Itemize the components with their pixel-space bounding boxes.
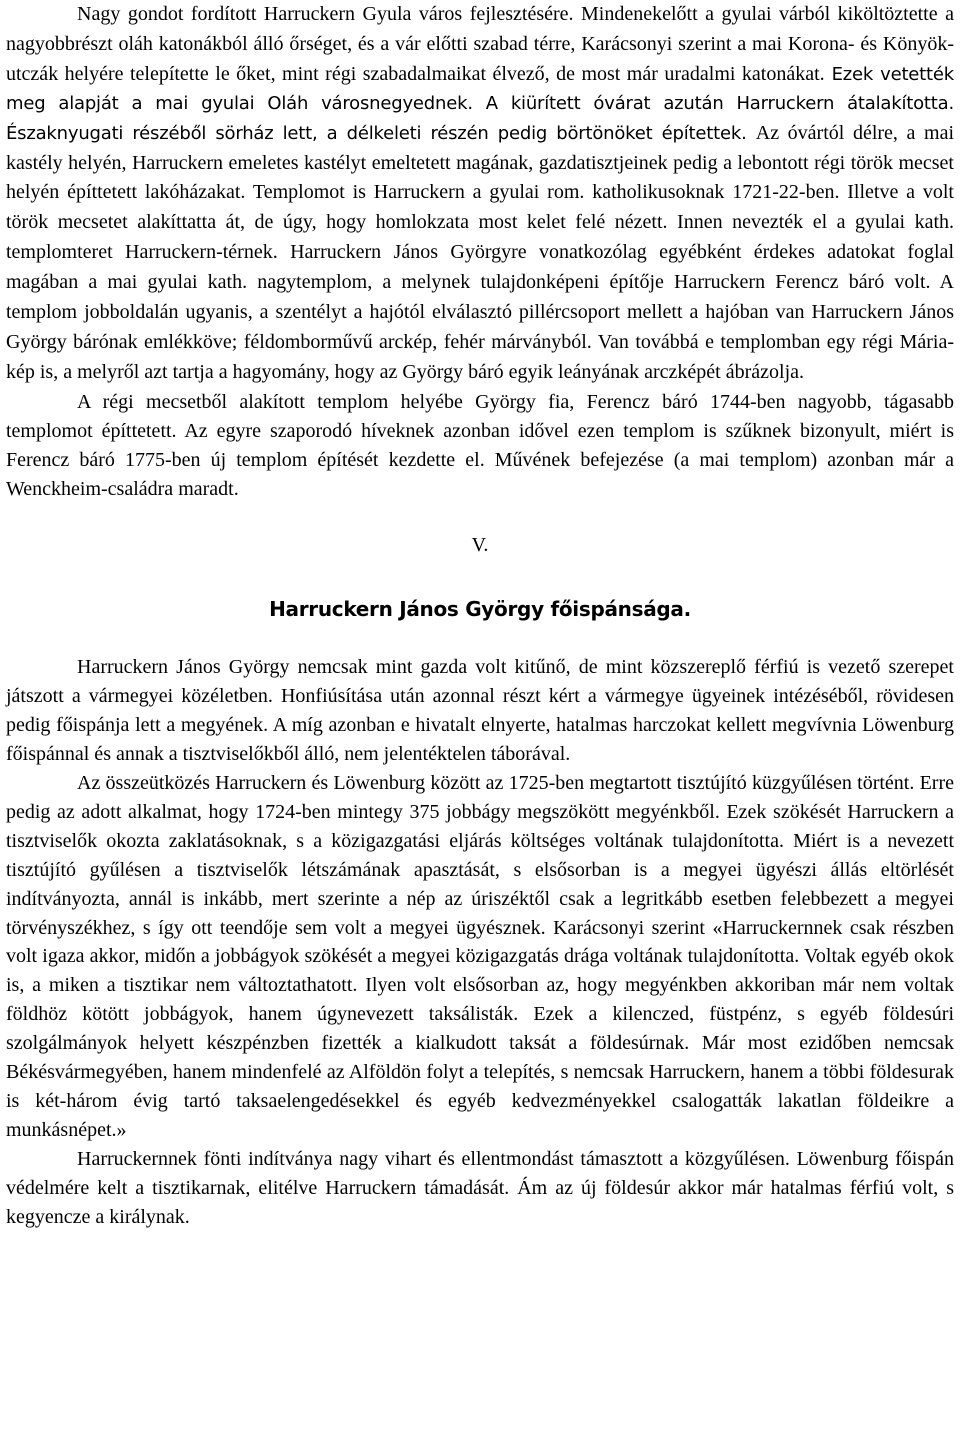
paragraph-rest-text: Az óvártól délre, a mai kastély helyén, Harruckern emeletes kastélyt emeltetett magának, gazdatisztjeinek pedig a lebontott régi török mecset helyén építtetett lakóházakat. Templomot is Harruckern a gyulai rom. katholikusoknak 1721-22-ben. Illetve a volt török mecsetet alakíttatta át, de úgy, hogy homlokzata most kelet felé nézett. Innen nevezték el a gyulai kath. templomteret Harruckern-térnek. Harruckern János Györgyre vonatkozólag egyébként érdekes adatokat foglal magában a mai gyulai kath. nagytemplom, a melynek tulajdonképeni építője Harruckern Ferencz báró volt. A templom jobboldalán ugyanis, a szentélyt a hajótól elválasztó pillércsoport mellett a hajóban van Harruckern János György bárónak emlékköve; féldomborművű arckép, fehér márványból. Van továbbá e templomban egy régi Mária-kép is, a melyről azt tartja a hagyomány, hogy az György báró egyik leányának arczképét ábrázolja.: [6, 121, 955, 383]
chapter-number: V.: [471, 534, 489, 557]
document-page: [6, 0, 954, 1232]
chapter-title: Harruckern János György főispánsága.: [269, 597, 691, 622]
body-paragraph-assembly-storm: Harruckernnek fönti indítványa nagy vihart és ellentmondást támasztott a közgyűlésen. Löwenburg főispán védelmére kelt a tisztikarnak, elitélve Harruckern támadását. Ám az új földesúr akkor már hatalmas férfiú volt, s kegyencze a királynak.: [6, 1147, 954, 1228]
paragraph-lead-serif-text: Nagy gondot fordított Harruckern Gyula város fejlesztésére. Mindenekelőtt a gyulai várból kiköltöztette a nagyobbrészt oláh katonákból álló őrséget, és a vár előtti szabad térre, Karácsonyi szerint a mai Korona- és Könyök-utczák helyére telepítette le őket, mint régi szabadalmaikat élvező, de most már uradalmi katonákat.: [6, 3, 954, 85]
body-paragraph-public-role: Harruckern János György nemcsak mint gazda volt kitűnő, de mint közszereplő férfiú is vezető szerepet játszott a vármegyei közéletben. Honfiúsítása után azonnal részt kért a vármegye ügyeinek intézéséből, rövidesen pedig főispánja lett a megyének. A míg azonban e hivatalt elnyerte, hatalmas harczokat kellett megvívnia Löwenburg főispánnal és annak a tisztviselőkből álló, nem jelentéktelen táborával.: [6, 656, 954, 766]
body-paragraph-conflict-1725: Az összeütközés Harruckern és Löwenburg között az 1725-ben megtartott tisztújító küzgyűlésen történt. Erre pedig az adott alkalmat, hogy 1724-ben mintegy 375 jobbágy megszökött megyénkből. Ezek szökését Harruckern a tisztviselők okozta zaklatásoknak, s a közigazgatási eljárás költséges voltának tulajdonította. Miért is a nevezett tisztújító gyűlésen a tisztviselők létszámának apasztását, s elsősorban is a megyei ügyészi állás eltörlését indítványozta, annál is inkább, mert szerinte a nép az úriszéktől csak a legritkább esetben felebbezett a megyei törvényszékhez, s így ott teendője sem volt a megyei ügyésznek. Karácsonyi szerint «Harruckernnek csak részben volt igaza akkor, midőn a jobbágyok szökését a megyei közigazgatás drága voltának tulajdonította. Voltak egyéb okok is, a miken a tisztikar nem változtathatott. Ilyen volt elsősorban az, hogy megyénkben akkoriban már nem voltak földhöz kötött jobbágyok, hanem úgynevezett taksálisták. Ezek a kilenczed, füstpénz, s egyéb földesúri szolgálmányok helyett készpénzben fizették a kialkudott taksát a földesúrnak. Már most ezidőben nemcsak Békésvármegyében, hanem mindenfelé az Alföldön folyt a telepítés, s nemcsak Harruckern, hanem a többi földesurak is két-három évig tartó taksaelengedésekkel és egyéb kedvezményekkel csalogatták lakatlan földeikre a munkásnépet.»: [6, 772, 954, 1141]
body-paragraph-church-rebuild: A régi mecsetből alakított templom helyébe György fia, Ferencz báró 1744-ben nagyobb, tágasabb templomot építtetett. Az egyre szaporodó híveknek azonban idővel ezen templom is szűknek bizonyult, miért is Ferencz báró 1775-ben új templom építését kezdette el. Művének befejezése (a mai templom) azonban már a Wenckheim-családra maradt.: [6, 390, 954, 500]
paragraph-lead-sans-text: Ezek vetették meg alapját a mai gyulai Oláh városnegyednek. A kiürített óvárat azután Harruckern átalakította. Északnyugati részéből sörház lett, a délkeleti részén pedig börtönöket építettek.: [6, 63, 954, 144]
body-paragraph-gyula-development: [6, 0, 954, 388]
